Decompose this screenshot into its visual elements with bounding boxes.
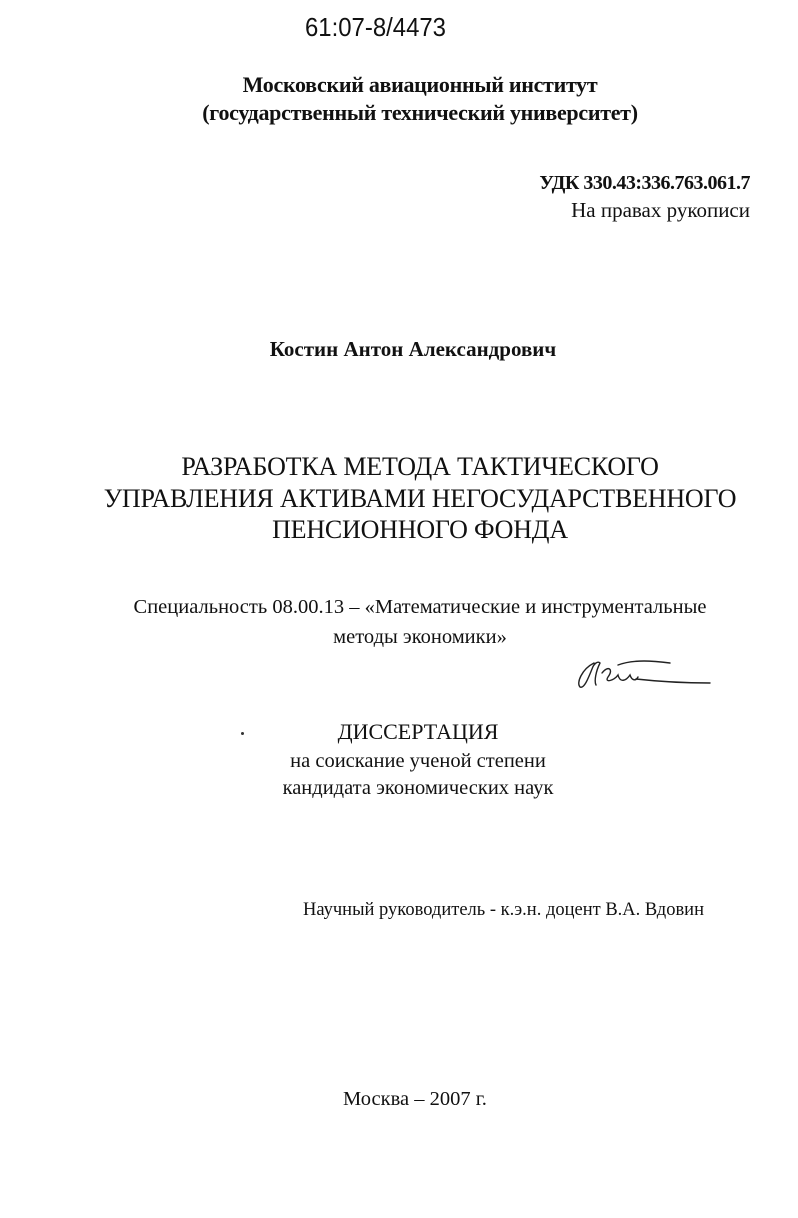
author-name: Костин Антон Александрович <box>269 337 557 361</box>
signature <box>574 655 714 695</box>
degree-line-1: на соискание ученой степени <box>290 750 546 772</box>
title-line-3: ПЕНСИОННОГО ФОНДА <box>272 515 568 544</box>
rights-note: На правах рукописи <box>571 198 750 222</box>
title-line-1: РАЗРАБОТКА МЕТОДА ТАКТИЧЕСКОГО <box>181 452 659 481</box>
title-line-2: УПРАВЛЕНИЯ АКТИВАМИ НЕГОСУДАРСТВЕННОГО <box>103 484 737 513</box>
place-year: Москва – 2007 г. <box>343 1088 487 1110</box>
degree-line-2: кандидата экономических наук <box>282 777 554 799</box>
specialty-line-1: Специальность 08.00.13 – «Математические и инструментальные <box>133 596 707 618</box>
specialty-line-2: методы экономики» <box>333 626 507 648</box>
udk-code: УДК 330.43:336.763.061.7 <box>539 172 750 194</box>
institution-name: Московский авиационный институт <box>242 72 598 97</box>
supervisor: Научный руководитель - к.э.н. доцент В.А. Вдовин <box>303 900 704 920</box>
document-type: ДИССЕРТАЦИЯ <box>337 719 499 744</box>
registry-number: 61:07-8/4473 <box>305 12 446 42</box>
institution-subtitle: (государственный технический университет) <box>202 100 638 125</box>
